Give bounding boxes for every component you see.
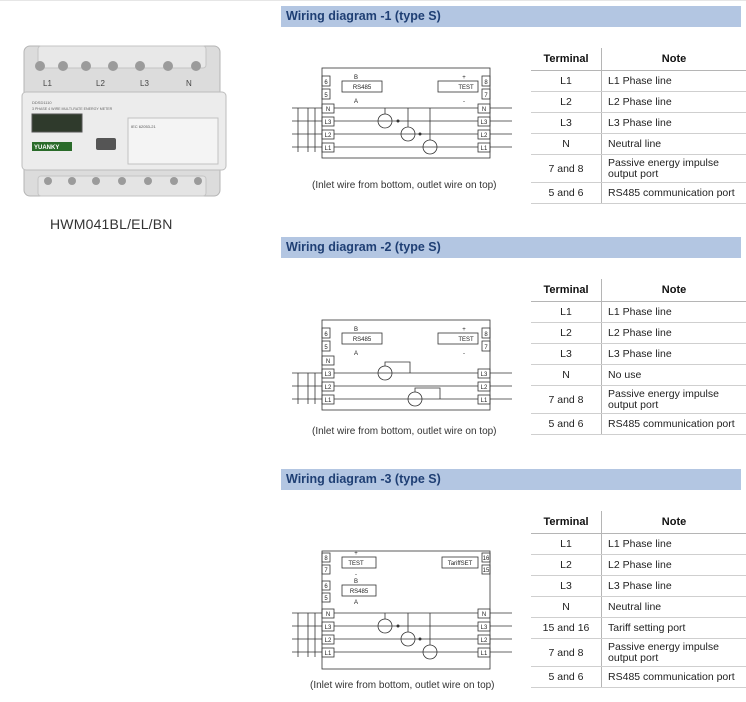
d3-t8: 8 xyxy=(324,556,328,562)
d1-n-left: N xyxy=(325,107,331,113)
note-cell: L1 Phase line xyxy=(602,71,746,92)
note-cell: L2 Phase line xyxy=(602,555,746,576)
note-cell: No use xyxy=(602,365,746,386)
d3-a: A xyxy=(353,600,359,606)
d2-t5: 5 xyxy=(324,345,328,351)
header-note: Note xyxy=(602,48,746,71)
wiring-diagram-2 xyxy=(290,312,520,422)
d3-n-right: N xyxy=(481,612,487,618)
note-cell: RS485 communication port xyxy=(602,414,746,435)
note-cell: L3 Phase line xyxy=(602,344,746,365)
terminal-cell: L1 xyxy=(531,302,602,323)
d2-test: TEST xyxy=(458,337,474,343)
d2-l1-right: L1 xyxy=(480,398,488,404)
section-1-title: Wiring diagram -1 (type S) xyxy=(281,6,741,27)
meter-brand-logo: YUANKY xyxy=(34,145,60,151)
d3-plus: + xyxy=(354,551,358,557)
d2-t6: 6 xyxy=(324,332,328,338)
product-caption: HWM041BL/EL/BN xyxy=(50,216,173,232)
d2-t8: 8 xyxy=(484,332,488,338)
header-note: Note xyxy=(602,511,746,534)
d2-b: B xyxy=(353,327,359,333)
terminal-cell: L3 xyxy=(531,576,602,597)
d3-l1-left: L1 xyxy=(324,651,332,657)
meter-panel-text: 3 PHASE 4 WIRE MULTI-RATE ENERGY METER xyxy=(32,107,113,111)
d1-l1-left: L1 xyxy=(324,146,332,152)
note-cell: Neutral line xyxy=(602,597,746,618)
d1-b: B xyxy=(353,75,359,81)
d3-tariff: TariffSET xyxy=(447,561,473,567)
note-cell: L2 Phase line xyxy=(602,92,746,113)
d1-l2-left: L2 xyxy=(324,133,332,139)
note-cell: RS485 communication port xyxy=(602,183,746,204)
d3-t7: 7 xyxy=(324,568,328,574)
d1-l3-left: L3 xyxy=(324,120,332,126)
terminal-cell: N xyxy=(531,134,602,155)
terminal-label-l1: L1 xyxy=(43,79,52,88)
note-cell: L3 Phase line xyxy=(602,113,746,134)
d2-l3-left: L3 xyxy=(324,372,332,378)
section-2-title: Wiring diagram -2 (type S) xyxy=(281,237,741,258)
d3-t16: 16 xyxy=(482,556,490,562)
d3-l1-right: L1 xyxy=(480,651,488,657)
d3-rs485: RS485 xyxy=(349,589,369,595)
terminal-cell: 7 and 8 xyxy=(531,639,602,667)
note-cell: L1 Phase line xyxy=(602,302,746,323)
header-terminal: Terminal xyxy=(531,279,602,302)
d2-l1-left: L1 xyxy=(324,398,332,404)
d2-plus: + xyxy=(462,327,466,333)
d1-t6: 6 xyxy=(324,80,328,86)
terminal-cell: L2 xyxy=(531,323,602,344)
note-cell: Passive energy impulse output port xyxy=(602,386,746,414)
note-cell: Neutral line xyxy=(602,134,746,155)
d2-l2-right: L2 xyxy=(480,385,488,391)
wiring-diagram-1 xyxy=(290,60,520,175)
note-cell: Passive energy impulse output port xyxy=(602,155,746,183)
d3-t15: 15 xyxy=(482,568,490,574)
d3-minus: - xyxy=(355,572,357,578)
diagram-3-caption: (Inlet wire from bottom, outlet wire on top) xyxy=(310,680,495,691)
terminal-cell: 5 and 6 xyxy=(531,183,602,204)
d3-l2-left: L2 xyxy=(324,638,332,644)
terminal-cell: L3 xyxy=(531,344,602,365)
d1-n-right: N xyxy=(481,107,487,113)
terminal-cell: 7 and 8 xyxy=(531,386,602,414)
meter-product-image xyxy=(18,38,228,208)
diagram-2-caption: (Inlet wire from bottom, outlet wire on top) xyxy=(312,426,497,437)
d1-rs485: RS485 xyxy=(352,85,372,91)
d1-minus: - xyxy=(463,99,465,105)
terminal-cell: L2 xyxy=(531,92,602,113)
terminal-cell: L1 xyxy=(531,534,602,555)
terminal-cell: L3 xyxy=(531,113,602,134)
terminal-cell: L2 xyxy=(531,555,602,576)
note-cell: RS485 communication port xyxy=(602,667,746,688)
note-cell: L1 Phase line xyxy=(602,534,746,555)
d2-a: A xyxy=(353,351,359,357)
d3-l3-left: L3 xyxy=(324,625,332,631)
d3-t6: 6 xyxy=(324,584,328,590)
d2-l2-left: L2 xyxy=(324,385,332,391)
d3-t5: 5 xyxy=(324,596,328,602)
d1-a: A xyxy=(353,99,359,105)
terminal-cell: L1 xyxy=(531,71,602,92)
d2-l3-right: L3 xyxy=(480,372,488,378)
d2-minus: - xyxy=(463,351,465,357)
d1-t8: 8 xyxy=(484,80,488,86)
d1-l3-right: L3 xyxy=(480,120,488,126)
terminal-cell: 5 and 6 xyxy=(531,667,602,688)
d1-t5: 5 xyxy=(324,93,328,99)
header-terminal: Terminal xyxy=(531,48,602,71)
terminal-cell: N xyxy=(531,597,602,618)
terminal-table-2 xyxy=(531,279,746,435)
terminal-cell: 15 and 16 xyxy=(531,618,602,639)
terminal-cell: 7 and 8 xyxy=(531,155,602,183)
section-3-title: Wiring diagram -3 (type S) xyxy=(281,469,741,490)
header-terminal: Terminal xyxy=(531,511,602,534)
d1-t7: 7 xyxy=(484,93,488,99)
top-divider xyxy=(0,0,746,1)
terminal-label-l2: L2 xyxy=(96,79,105,88)
wiring-diagram-3 xyxy=(290,545,520,675)
d1-l1-right: L1 xyxy=(480,146,488,152)
terminal-label-l3: L3 xyxy=(140,79,149,88)
terminal-cell: N xyxy=(531,365,602,386)
terminal-table-1 xyxy=(531,48,746,204)
note-cell: L2 Phase line xyxy=(602,323,746,344)
meter-standard: IEC 62053-21 xyxy=(131,124,156,129)
d2-n-left: N xyxy=(325,359,331,365)
terminal-label-n: N xyxy=(186,79,192,88)
d1-l2-right: L2 xyxy=(480,133,488,139)
note-cell: Tariff setting port xyxy=(602,618,746,639)
d2-t7: 7 xyxy=(484,345,488,351)
meter-model-small: DDSD1110 xyxy=(32,100,52,105)
terminal-cell: 5 and 6 xyxy=(531,414,602,435)
d3-n-left: N xyxy=(325,612,331,618)
terminal-table-3 xyxy=(531,511,746,688)
note-cell: L3 Phase line xyxy=(602,576,746,597)
note-cell: Passive energy impulse output port xyxy=(602,639,746,667)
d1-plus: + xyxy=(462,75,466,81)
d3-l2-right: L2 xyxy=(480,638,488,644)
diagram-1-caption: (Inlet wire from bottom, outlet wire on top) xyxy=(312,180,497,191)
d3-b: B xyxy=(353,579,359,585)
header-note: Note xyxy=(602,279,746,302)
d3-test: TEST xyxy=(348,561,364,567)
d1-test: TEST xyxy=(458,85,474,91)
d2-rs485: RS485 xyxy=(352,337,372,343)
d3-l3-right: L3 xyxy=(480,625,488,631)
